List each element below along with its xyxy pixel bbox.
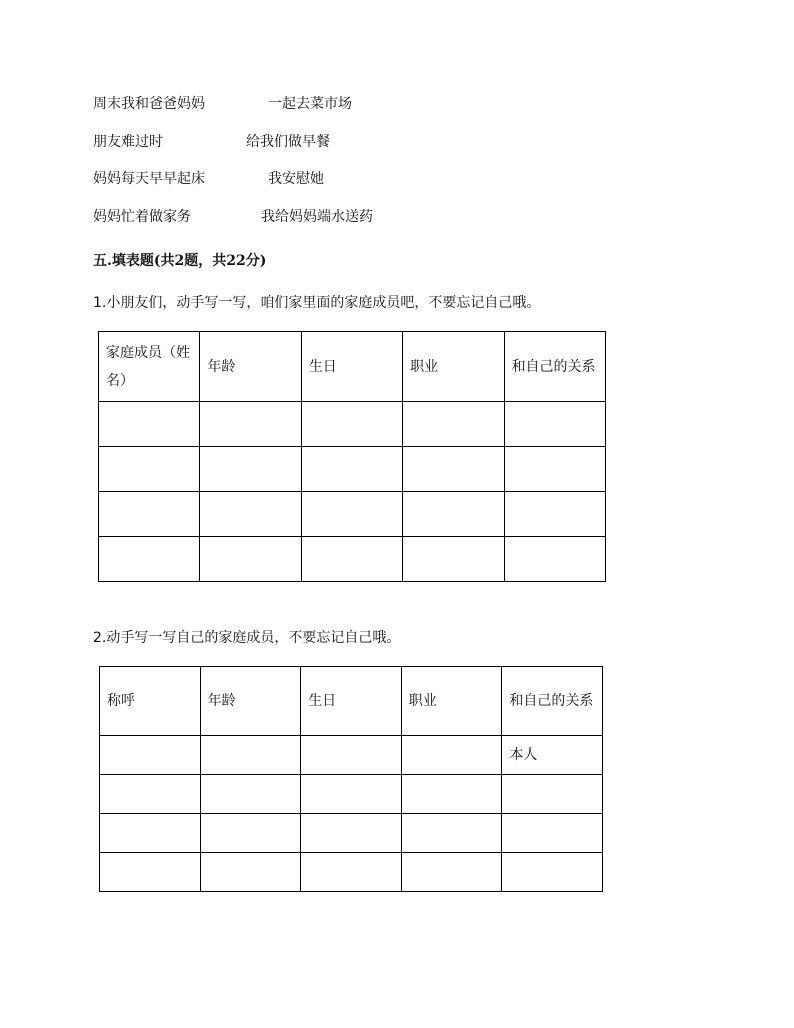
matching-right-3: 我安慰她	[268, 171, 324, 187]
table-cell[interactable]	[99, 492, 200, 537]
header-cell-occupation: 职业	[401, 667, 502, 736]
question-2-prompt: 2.动手写一写自己的家庭成员，不要忘记自己哦。	[93, 630, 401, 646]
header-cell-birthday: 生日	[301, 667, 402, 736]
table-cell[interactable]	[504, 537, 605, 582]
header-cell-relation: 和自己的关系	[504, 332, 605, 402]
table-cell[interactable]	[301, 537, 402, 582]
table-header-row	[100, 667, 603, 736]
header-cell-age: 年龄	[200, 667, 301, 736]
matching-left-2: 朋友难过时	[93, 134, 163, 150]
table-cell[interactable]	[403, 402, 504, 447]
table-cell[interactable]	[99, 537, 200, 582]
table-cell[interactable]	[200, 447, 301, 492]
table-cell[interactable]	[100, 814, 201, 853]
table-cell[interactable]	[301, 853, 402, 892]
header-cell-title: 称呼	[100, 667, 201, 736]
table-cell[interactable]	[200, 736, 301, 775]
table-cell[interactable]	[200, 492, 301, 537]
header-cell-name: 家庭成员（姓名）	[99, 332, 200, 402]
question-1-prompt: 1.小朋友们，动手写一写，咱们家里面的家庭成员吧，不要忘记自己哦。	[93, 295, 541, 311]
table-cell[interactable]	[401, 775, 502, 814]
table-row	[99, 447, 606, 492]
matching-right-2: 给我们做早餐	[246, 134, 330, 150]
matching-left-1: 周末我和爸爸妈妈	[93, 96, 205, 112]
table-cell[interactable]	[403, 447, 504, 492]
table-cell[interactable]	[200, 814, 301, 853]
table-cell[interactable]	[100, 853, 201, 892]
table-cell[interactable]	[99, 402, 200, 447]
table-cell[interactable]	[401, 814, 502, 853]
table-row	[99, 537, 606, 582]
table-cell[interactable]	[401, 853, 502, 892]
header-cell-age: 年龄	[200, 332, 301, 402]
header-cell-relation: 和自己的关系	[502, 667, 603, 736]
family-table-2	[99, 666, 603, 892]
table-cell[interactable]	[301, 814, 402, 853]
table-cell[interactable]	[504, 402, 605, 447]
matching-right-1: 一起去菜市场	[268, 96, 352, 112]
matching-left-4: 妈妈忙着做家务	[93, 209, 191, 225]
table-cell[interactable]	[301, 492, 402, 537]
table-cell[interactable]	[403, 537, 504, 582]
table-cell[interactable]	[401, 736, 502, 775]
table-cell[interactable]	[301, 775, 402, 814]
table-cell[interactable]	[100, 736, 201, 775]
table-cell[interactable]	[301, 447, 402, 492]
table-row	[100, 814, 603, 853]
table-cell[interactable]	[200, 537, 301, 582]
table-cell[interactable]	[403, 492, 504, 537]
table-row	[99, 402, 606, 447]
table-cell[interactable]	[200, 853, 301, 892]
table-row	[100, 853, 603, 892]
table-row	[100, 775, 603, 814]
table-cell[interactable]	[99, 447, 200, 492]
table-cell-self[interactable]: 本人	[502, 736, 603, 775]
table-row	[99, 492, 606, 537]
table-cell[interactable]	[100, 775, 201, 814]
table-cell[interactable]	[504, 447, 605, 492]
header-cell-birthday: 生日	[301, 332, 402, 402]
matching-left-3: 妈妈每天早早起床	[93, 171, 205, 187]
table-cell[interactable]	[301, 402, 402, 447]
header-cell-occupation: 职业	[403, 332, 504, 402]
matching-right-4: 我给妈妈端水送药	[261, 209, 373, 225]
table-cell[interactable]	[200, 402, 301, 447]
table-header-row	[99, 332, 606, 402]
table-cell[interactable]	[502, 775, 603, 814]
section-heading: 五.填表题(共2题，共22分)	[93, 253, 267, 269]
table-row	[100, 736, 603, 775]
table-cell[interactable]	[502, 814, 603, 853]
table-cell[interactable]	[504, 492, 605, 537]
table-cell[interactable]	[502, 853, 603, 892]
family-table-1	[98, 331, 606, 582]
table-cell[interactable]	[301, 736, 402, 775]
table-cell[interactable]	[200, 775, 301, 814]
